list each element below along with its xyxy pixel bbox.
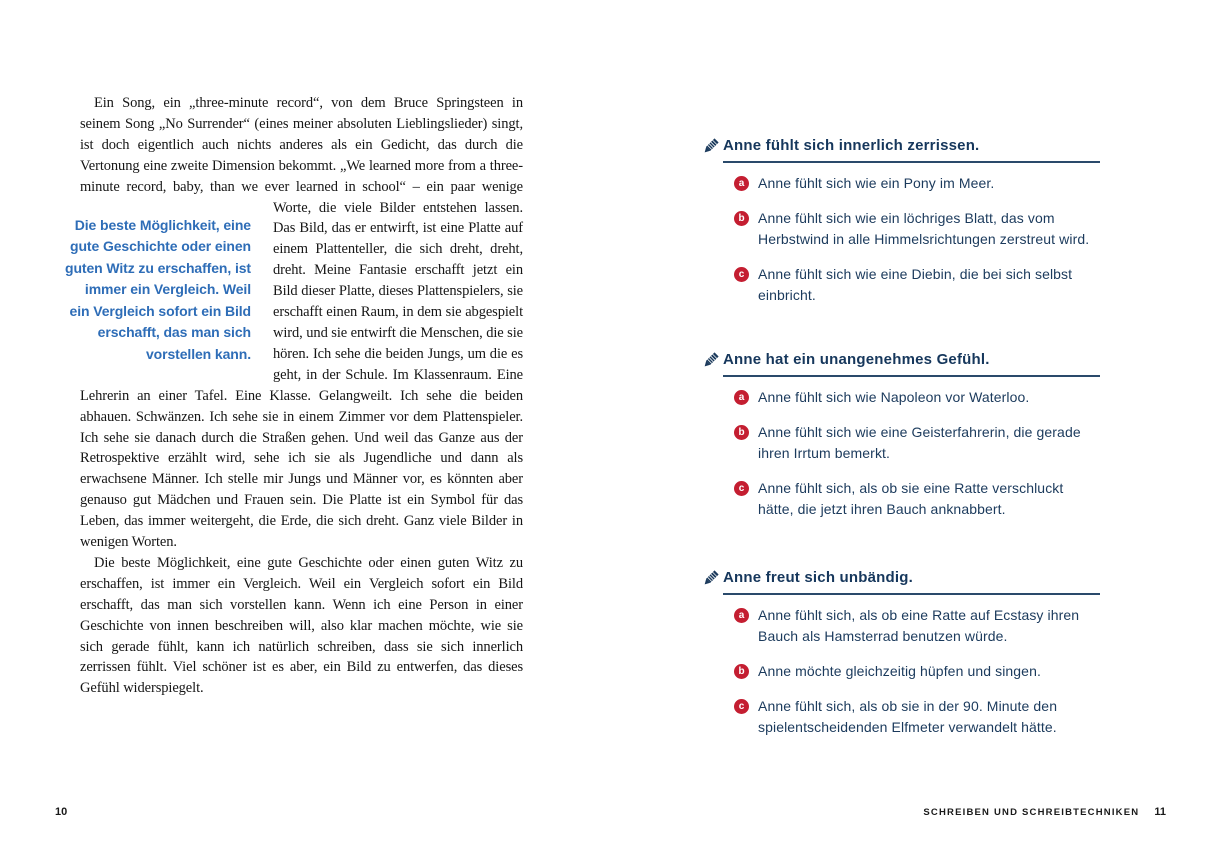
intro-paragraph — [65, 93, 523, 553]
pencil-icon — [700, 568, 723, 590]
pull-quote-text: Die beste Möglichkeit, eine gute Geschichte oder einen guten Witz zu erschaffen, ist immer ein Vergleich. Weil ein Vergleich sofort ein Bild erschafft, das man sich vorstellen kann. — [65, 216, 251, 362]
option-text: Anne fühlt sich wie ein löchriges Blatt, das vom Herbstwind in alle Himmelsrichtungen zerstreut wird. — [758, 210, 1090, 247]
paragraph-text-before-quote: Ein Song, ein „three-minute record“, von dem Bruce Springsteen in seinem Song „No Surrender“ (eines meiner absoluten Lieblingslieder) singt, ist doch eigentlich auch nichts anderes als ein Gedicht, das durch die Vertonung eine zweite Dimension bekommt. „We learned more from a three-minute record, baby, than we ever learned in school“ – ein paar wenige — [80, 95, 523, 195]
option-item-c — [734, 478, 1100, 520]
exercise-block-3 — [700, 569, 1100, 752]
chapter-label: SCHREIBEN UND SCHREIBTECHNIKEN — [923, 807, 1140, 818]
pull-quote — [65, 198, 251, 366]
footer-right — [923, 806, 1166, 818]
option-item-a — [734, 387, 1100, 408]
exercise-header — [700, 351, 1100, 377]
option-text: Anne fühlt sich, als ob eine Ratte auf Ecstasy ihren Bauch als Hamsterrad benutzen würde. — [758, 607, 1080, 644]
exercise-title: Anne fühlt sich innerlich zerrissen. — [723, 137, 1100, 163]
pencil-icon — [700, 350, 723, 372]
option-badge-c: c — [734, 699, 749, 714]
option-text: Anne fühlt sich wie eine Diebin, die bei sich selbst einbricht. — [758, 266, 1073, 303]
option-badge-a: a — [734, 390, 749, 405]
pencil-icon — [700, 136, 723, 158]
option-badge-c: c — [734, 267, 749, 282]
exercise-header — [700, 137, 1100, 163]
option-item-b — [734, 208, 1100, 250]
option-badge-c: c — [734, 481, 749, 496]
option-badge-b: b — [734, 211, 749, 226]
option-text: Anne fühlt sich wie eine Geisterfahrerin, die gerade ihren Irrtum bemerkt. — [758, 424, 1081, 461]
option-list — [734, 387, 1100, 520]
exercise-title: Anne freut sich unbändig. — [723, 569, 1100, 595]
paragraph-text-after-quote: Worte, die viele Bilder entstehen lassen. Das Bild, das er entwirft, ist eine Platte auf einem Plattenteller, die sich dreht, dreht, dreht. Meine Fantasie erschafft jetzt ein Bild dieser Platte, dieses Plattenspielers, sie erschafft einen Raum, in dem sie abgespielt wird, und sie entwirft die Menschen, die sie hören. Ich sehe die beiden Jungs, um die es geht, in der Schule. Im Klassenraum. Eine Lehrerin an einer Tafel. Eine Klasse. Gelangweilt. Ich sehe die beiden abhauen. Schwänzen. Ich sehe sie in einem Zimmer vor dem Plattenspieler. Ich sehe sie danach durch die Straßen gehen. Und weil das Ganze aus der Retrospektive erzählt wird, sehe ich sie als Jugendliche und dann als erwachsene Männer. Ich stelle mir Jungs und Männer vor, es könnten aber genauso gut Mädchen und Frauen sein. Die Platte ist ein Symbol für das Leben, das immer weitergeht, die Erde, die sich dreht. Ganz viele Bilder in wenigen Worten. — [80, 199, 523, 551]
option-badge-b: b — [734, 425, 749, 440]
exercise-block-2 — [700, 351, 1100, 534]
option-text: Anne möchte gleichzeitig hüpfen und singen. — [758, 663, 1041, 679]
option-item-b — [734, 661, 1100, 682]
exercise-title: Anne hat ein unangenehmes Gefühl. — [723, 351, 1100, 377]
left-page — [65, 93, 523, 699]
option-item-c — [734, 696, 1100, 738]
option-badge-b: b — [734, 664, 749, 679]
closing-paragraph: Die beste Möglichkeit, eine gute Geschichte oder einen guten Witz zu erschaffen, ist immer ein Vergleich. Weil ein Vergleich sofort ein Bild erschafft, das man sich vorstellen kann. Wenn ich eine Person in einer Geschichte von innen beschreiben will, also klar machen möchte, wie sie sich gerade fühlt, kann ich natürlich schreiben, dass sie sich innerlich zerrissen fühlt. Viel schöner ist es aber, ein Bild zu entwerfen, das dieses Gefühl widerspiegelt. — [80, 554, 523, 697]
option-list — [734, 173, 1100, 306]
option-list — [734, 605, 1100, 738]
option-text: Anne fühlt sich wie ein Pony im Meer. — [758, 175, 995, 191]
option-text: Anne fühlt sich, als ob sie in der 90. Minute den spielentscheidenden Elfmeter verwandelt hätte. — [758, 698, 1058, 735]
option-item-a — [734, 173, 1100, 194]
option-item-a — [734, 605, 1100, 647]
page-number-right: 11 — [1154, 806, 1166, 818]
page-number-left: 10 — [55, 806, 68, 818]
option-badge-a: a — [734, 176, 749, 191]
option-item-c — [734, 264, 1100, 306]
option-badge-a: a — [734, 608, 749, 623]
option-item-b — [734, 422, 1100, 464]
exercise-block-1 — [700, 137, 1100, 320]
exercise-header — [700, 569, 1100, 595]
option-text: Anne fühlt sich wie Napoleon vor Waterloo. — [758, 389, 1030, 405]
option-text: Anne fühlt sich, als ob sie eine Ratte verschluckt hätte, die jetzt ihren Bauch anknabbert. — [758, 480, 1064, 517]
